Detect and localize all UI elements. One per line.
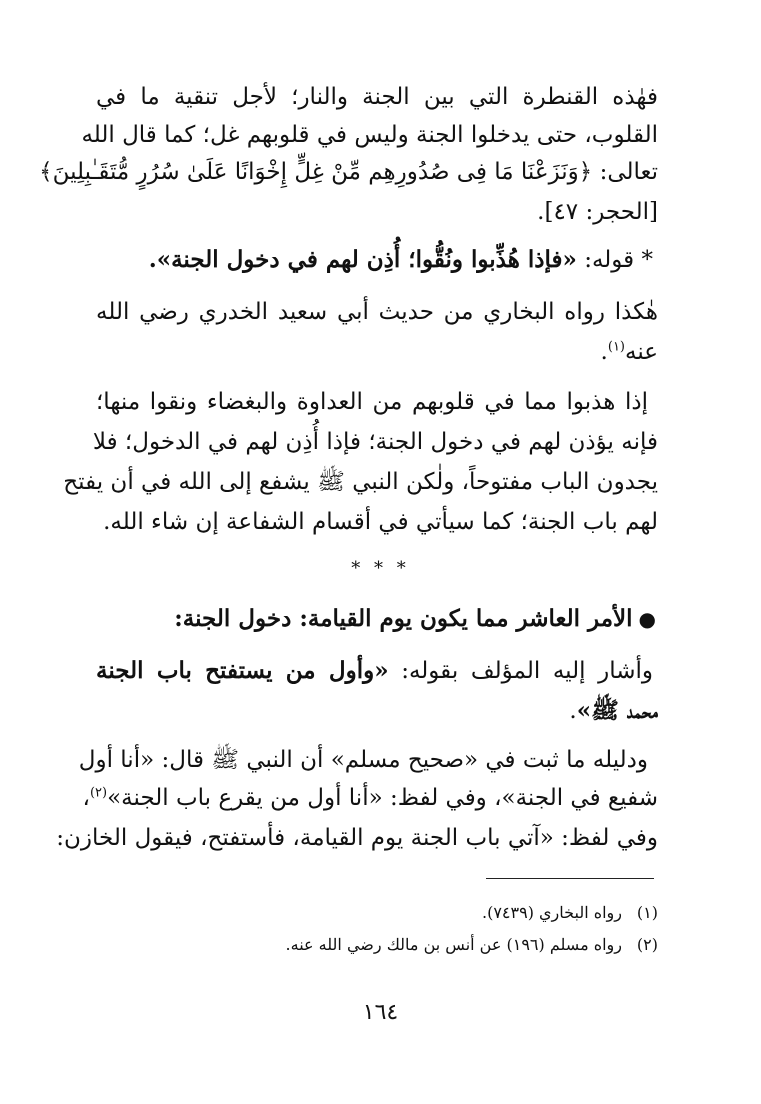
hadith-source-line-1: هٰكذا رواه البخاري من حديث أبي سعيد الخدري رضي الله bbox=[96, 299, 658, 325]
evidence-line-2-end: ، bbox=[82, 785, 90, 811]
bullet-icon: ● bbox=[638, 607, 656, 631]
footnote-2-number: (٢) bbox=[636, 935, 658, 954]
explanation-line-2: فإنه يؤذن لهم في دخول الجنة؛ فإذا أُذِن لهم في الدخول؛ فلا bbox=[92, 429, 658, 455]
hadith-source-end: . bbox=[600, 339, 608, 365]
section-heading bbox=[94, 602, 656, 640]
footnote-1 bbox=[96, 902, 658, 924]
quote-heading bbox=[91, 243, 653, 281]
hadith-source-word: عنه bbox=[625, 339, 658, 365]
explanation-line-3: يجدون الباب مفتوحاً، ولٰكن النبي ﷺ يشفع إلى الله في أن يفتح bbox=[63, 469, 658, 495]
quote-heading-prefix: * قوله: bbox=[576, 247, 653, 273]
quran-verse-line: تعالى: ﴿وَنَزَعْنَا مَا فِى صُدُورِهِم مِّنْ غِلٍّ إِخْوَانًا عَلَىٰ سُرُرٍ مُّتَقَـٰبِلِينَ﴾ bbox=[39, 159, 658, 185]
author-ref-line-2 bbox=[96, 694, 658, 732]
footnote-ref-1[interactable]: (١) bbox=[607, 339, 625, 355]
quote-heading-text: «فإذا هُذِّبوا ونُقُّوا؛ أُذِن لهم في دخول الجنة». bbox=[148, 246, 577, 273]
explanation-line-4: لهم باب الجنة؛ كما سيأتي في أقسام الشفاعة إن شاء الله. bbox=[103, 509, 658, 535]
page-number: ١٦٤ bbox=[362, 1000, 399, 1025]
author-ref-end: . bbox=[569, 698, 577, 724]
verse-reference: [الحجر: ٤٧]. bbox=[537, 199, 658, 225]
body-line-2: القلوب، حتى يدخلوا الجنة وليس في قلوبهم غل؛ كما قال الله bbox=[81, 122, 658, 148]
hadith-source-line-2 bbox=[96, 335, 658, 373]
evidence-line-3: وفي لفظ: «آتي باب الجنة يوم القيامة، فأستفتح، فيقول الخازن: bbox=[56, 825, 658, 851]
footnote-1-number: (١) bbox=[636, 903, 658, 922]
footnote-2 bbox=[96, 934, 658, 956]
footnote-2-text: رواه مسلم (١٩٦) عن أنس بن مالك رضي الله عنه. bbox=[285, 935, 622, 954]
footnote-1-text: رواه البخاري (٧٤٣٩). bbox=[482, 903, 622, 922]
body-line-1: فهٰذه القنطرة التي بين الجنة والنار؛ لأجل تنقية ما في bbox=[96, 84, 658, 110]
section-separator: * * * bbox=[351, 558, 410, 579]
explanation-line-1: إذا هذبوا مما في قلوبهم من العداوة والبغضاء ونقوا منها؛ bbox=[96, 389, 648, 415]
evidence-line-1: ودليله ما ثبت في «صحيح مسلم» أن النبي ﷺ قال: «أنا أول bbox=[78, 747, 648, 773]
author-ref-prefix: وأشار إليه المؤلف بقوله: bbox=[388, 658, 653, 684]
footnote-divider bbox=[486, 878, 654, 879]
section-heading-text: الأمر العاشر مما يكون يوم القيامة: دخول الجنة: bbox=[174, 605, 633, 632]
evidence-line-2 bbox=[82, 781, 658, 819]
evidence-line-2-text: شفيع في الجنة»، وفي لفظ: «أنا أول من يقرع باب الجنة» bbox=[107, 785, 658, 811]
footnote-ref-2[interactable]: (٢) bbox=[89, 785, 108, 801]
author-ref-line-1 bbox=[96, 654, 653, 692]
author-ref-quote-2: محمد ﷺ» bbox=[576, 697, 658, 724]
author-ref-quote-1: «وأول من يستفتح باب الجنة bbox=[96, 657, 389, 684]
